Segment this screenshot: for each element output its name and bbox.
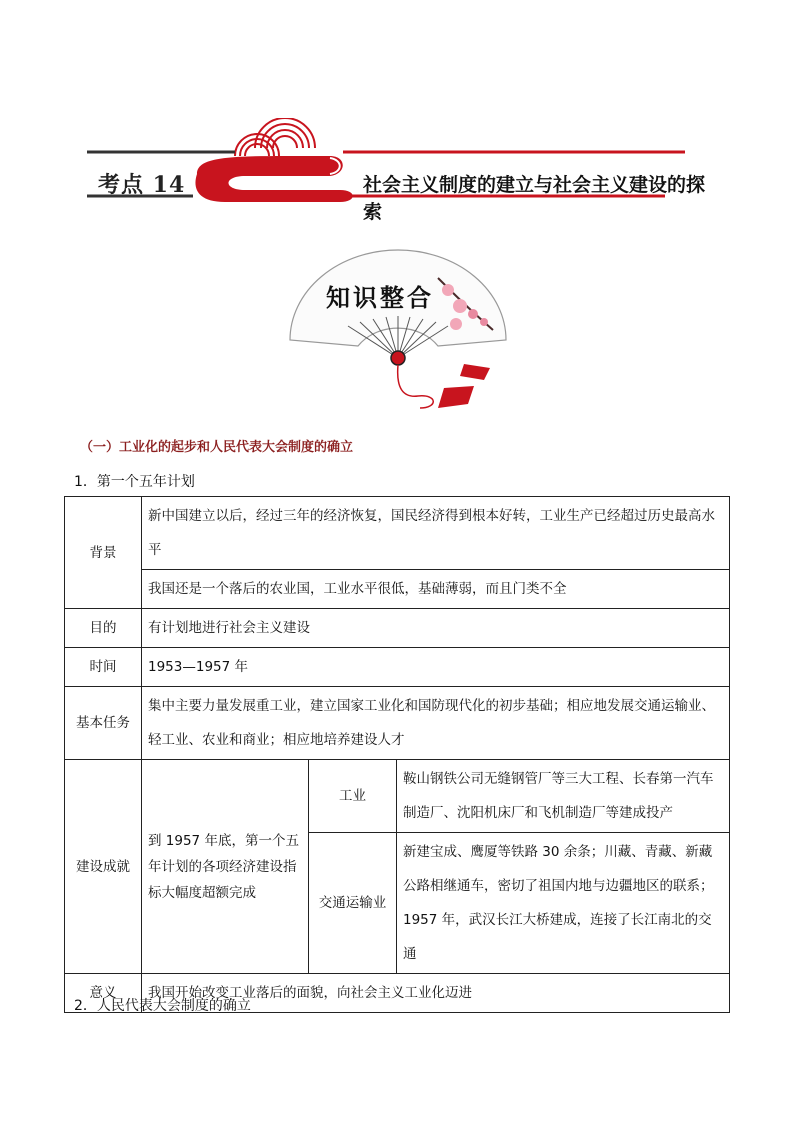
table-row: [65, 648, 730, 687]
background-text-1: 新中国建立以后，经过三年的经济恢复，国民经济得到根本好转，工业生产已经超过历史最高水平: [142, 497, 730, 570]
table-row: [65, 760, 730, 833]
subheading-npc-system: 2．人民代表大会制度的确立: [74, 998, 251, 1014]
purpose-label: 目的: [65, 609, 142, 648]
task-label: 基本任务: [65, 687, 142, 760]
transport-label: 交通运输业: [309, 833, 397, 974]
five-year-plan-table: [64, 496, 730, 1013]
industry-label: 工业: [309, 760, 397, 833]
background-text-2: 我国还是一个落后的农业国，工业水平很低，基础薄弱，而且门类不全: [142, 570, 730, 609]
subheading-first-five-year-plan: 1．第一个五年计划: [74, 474, 195, 490]
table-row: [65, 687, 730, 760]
table-row: [65, 570, 730, 609]
industry-text: 鞍山钢铁公司无缝钢管厂等三大工程、长春第一汽车制造厂、沈阳机床厂和飞机制造厂等建成投产: [397, 760, 730, 833]
transport-text: 新建宝成、鹰厦等铁路 30 余条；川藏、青藏、新藏公路相继通车，密切了祖国内地与边疆地区的联系；1957 年，武汉长江大桥建成，连接了长江南北的交通: [397, 833, 730, 974]
task-text: 集中主要力量发展重工业，建立国家工业化和国防现代化的初步基础；相应地发展交通运输业、轻工业、农业和商业；相应地培养建设人才: [142, 687, 730, 760]
fan-title: 知识整合: [326, 283, 434, 312]
achievement-label: 建设成就: [65, 760, 142, 974]
time-text: 1953—1957 年: [142, 648, 730, 687]
time-label: 时间: [65, 648, 142, 687]
section-heading: （一）工业化的起步和人民代表大会制度的确立: [80, 440, 354, 455]
fan-icon: [288, 248, 508, 416]
knowledge-fan: [288, 248, 508, 416]
table-row: [65, 609, 730, 648]
achievement-summary: 到 1957 年底，第一个五年计划的各项经济建设指标大幅度超额完成: [142, 760, 309, 974]
significance-text: 我国开始改变工业落后的面貌，向社会主义工业化迈进: [142, 974, 730, 1013]
table-row: [65, 497, 730, 570]
chapter-banner: [85, 118, 715, 223]
topic-title: 社会主义制度的建立与社会主义建设的探索: [363, 174, 706, 223]
background-label: 背景: [65, 497, 142, 609]
topic-number: 考点 14: [98, 172, 186, 198]
significance-label: 意义: [65, 974, 142, 1013]
purpose-text: 有计划地进行社会主义建设: [142, 609, 730, 648]
